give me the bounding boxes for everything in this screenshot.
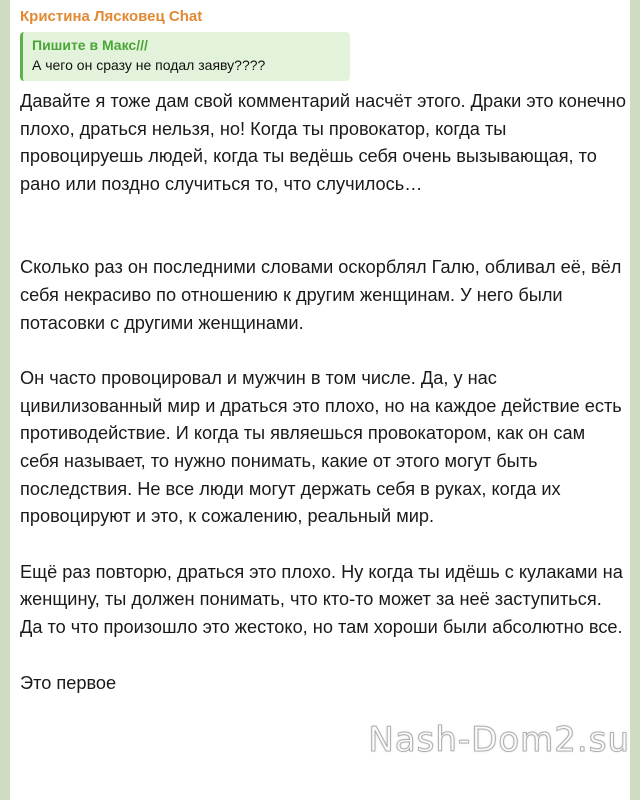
paragraph-gap	[20, 198, 628, 254]
reply-text: А чего он сразу не подал заяву????	[32, 57, 266, 73]
reply-quote[interactable]	[20, 32, 350, 81]
reply-author: Пишите в Макс///	[32, 37, 148, 53]
message-paragraph: Он часто провоцировал и мужчин в том числе. Да, у нас цивилизованный мир и драться это плохо, но на каждое действие есть противодействие. И когда ты являешься провокатором, как он сам себя называет, то нужно понимать, какие от этого могут быть последствия. Не все люди могут держать себя в руках, когда их провоцируют и это, к сожалению, реальный мир.	[20, 368, 622, 527]
message-paragraph: Это первое	[20, 672, 117, 693]
sender-name[interactable]: Кристина Лясковец Chat	[20, 8, 203, 25]
site-watermark: Nash-Dom2.su	[368, 720, 630, 760]
paragraph-gap	[20, 642, 628, 670]
message-bubble	[10, 0, 630, 800]
message-paragraph: Ещё раз повторю, драться это плохо. Ну когда ты идёшь с кулаками на женщину, ты должен понимать, что кто-то может за неё заступиться. Да то что произошло это жестоко, но там хороши были абсолютно все.	[20, 561, 623, 637]
message-text	[20, 88, 628, 697]
paragraph-gap	[20, 337, 628, 365]
message-paragraph: Давайте я тоже дам свой комментарий насчёт этого. Драки это конечно плохо, драться нельзя, но! Когда ты провокатор, когда ты провоцируешь людей, когда ты ведёшь себя очень вызывающая, то рано или поздно случиться то, что случилось…	[20, 91, 627, 194]
message-paragraph: Сколько раз он последними словами оскорблял Галю, обливал её, вёл себя некрасиво по отношению к другим женщинам. У него были потасовки с другими женщинами.	[20, 257, 622, 333]
paragraph-gap	[20, 531, 628, 559]
